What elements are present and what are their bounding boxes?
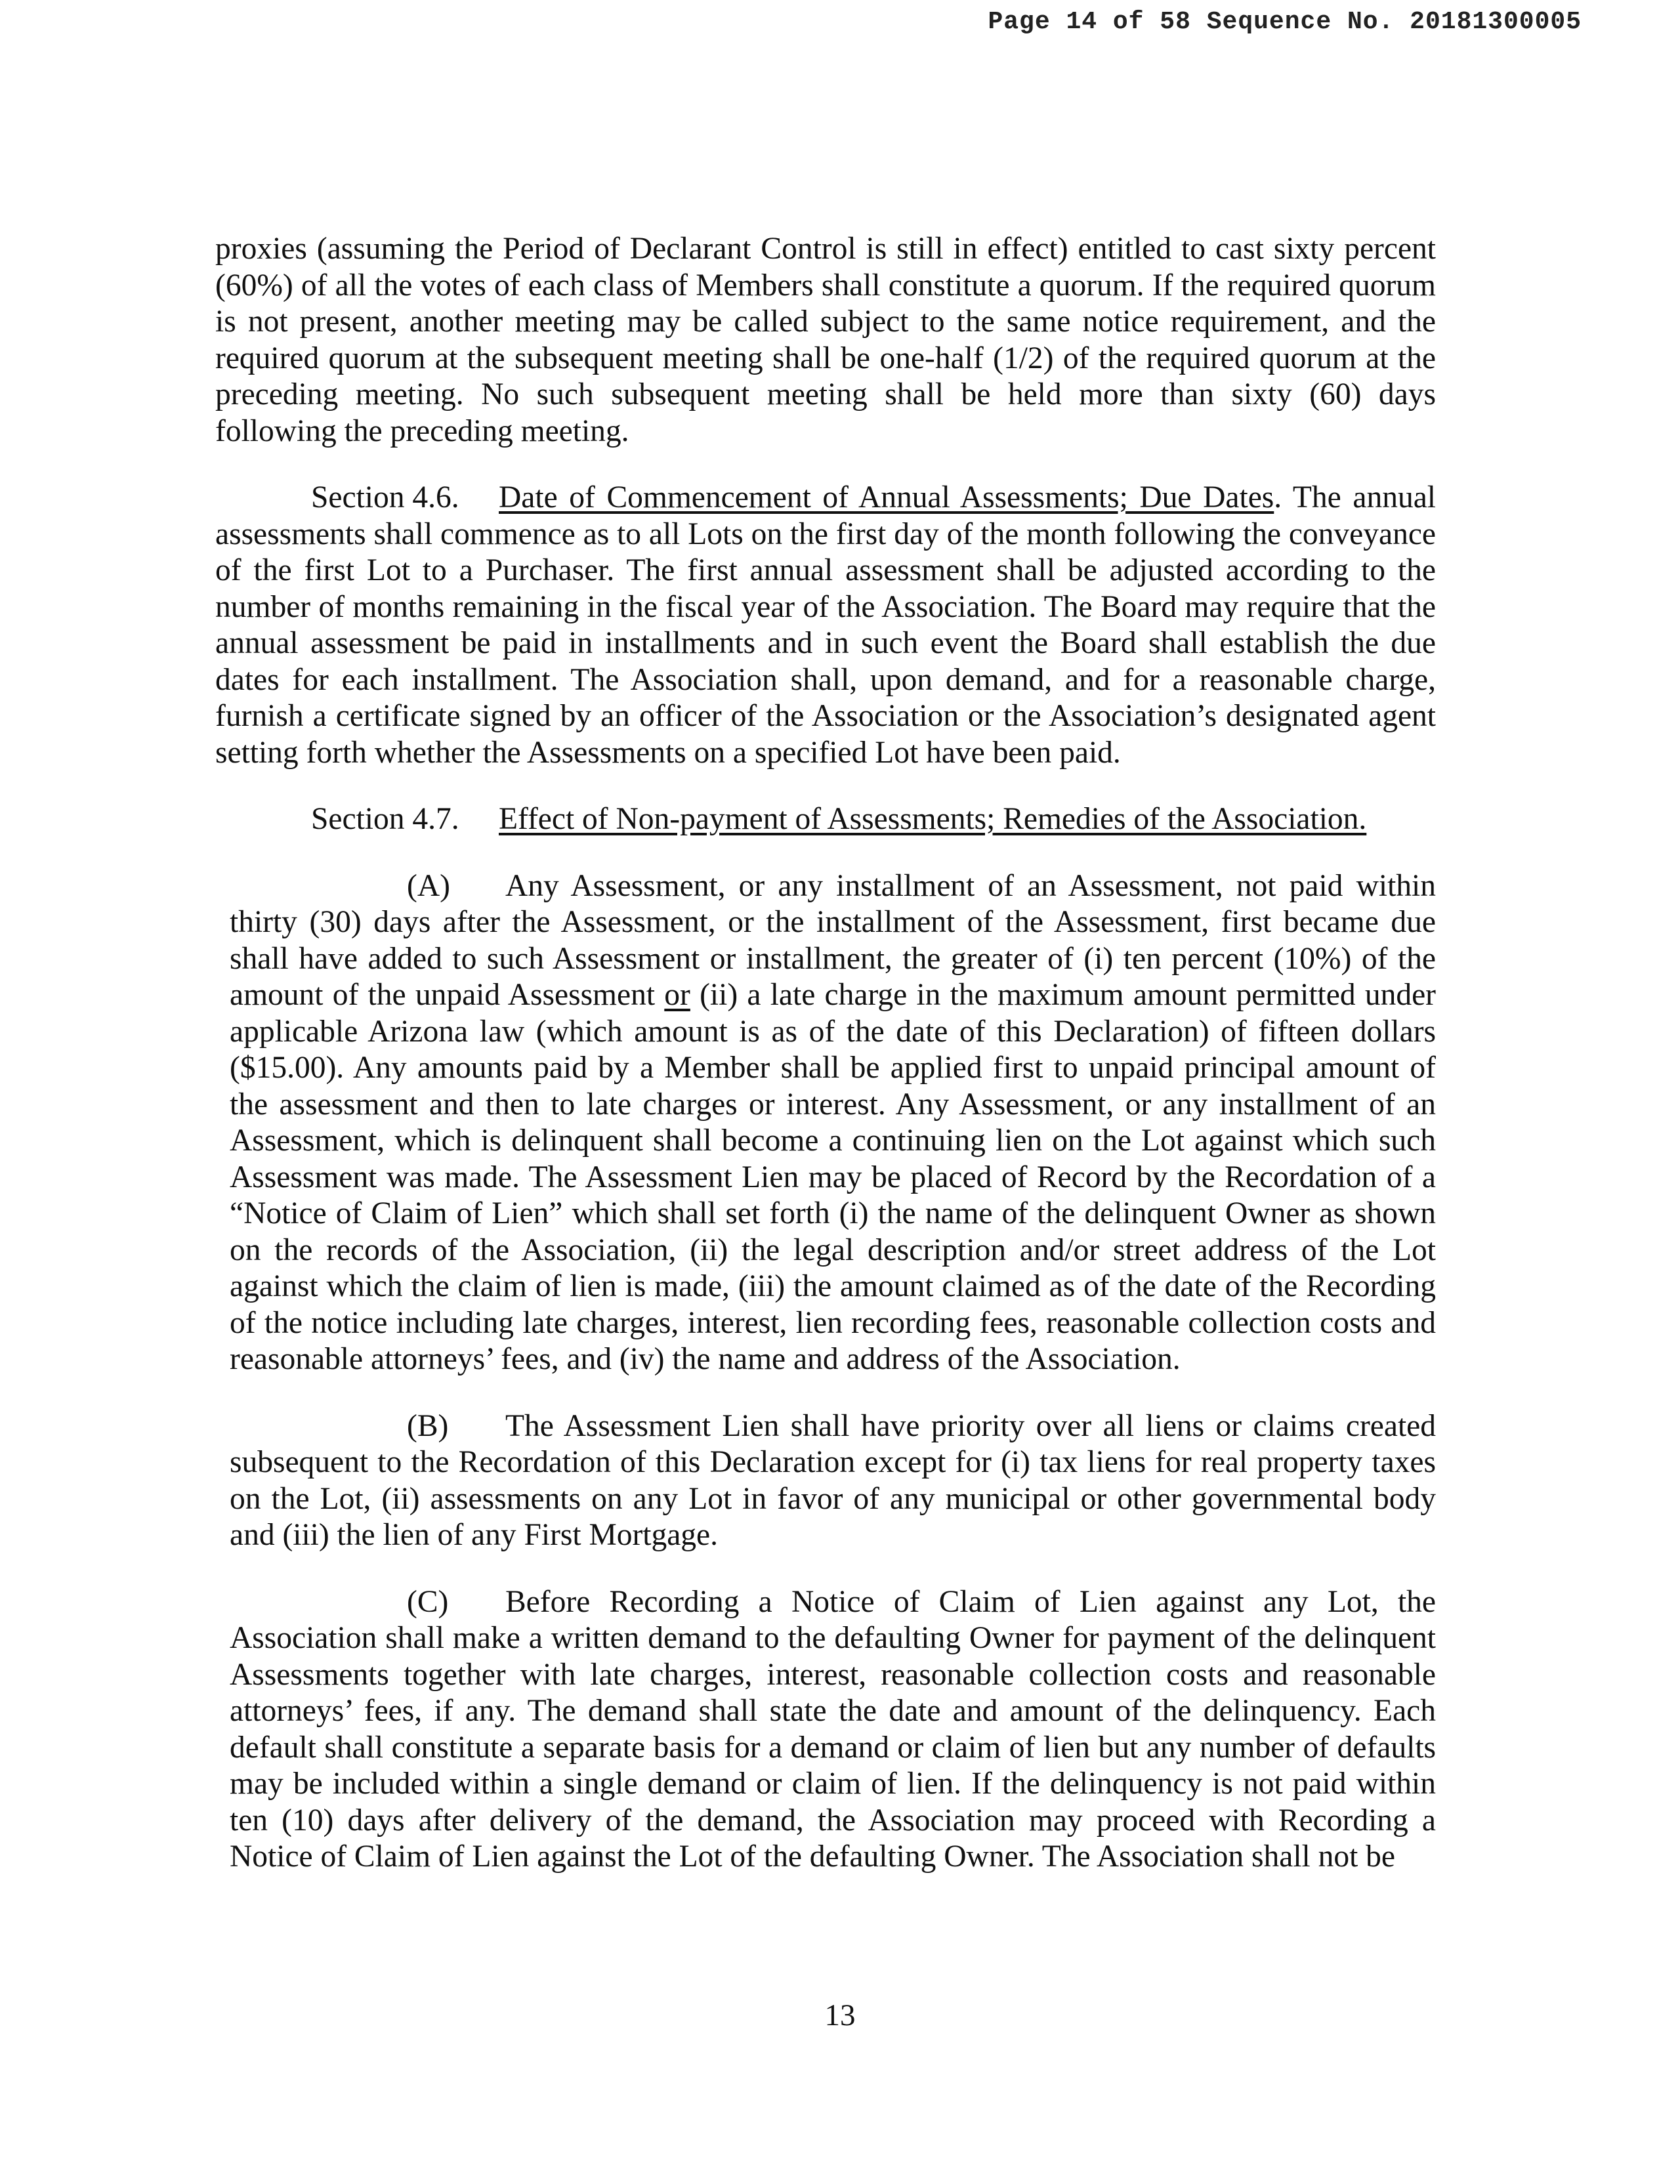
section-4-6-title: Date of Commencement of Annual Assessments; Due Dates — [499, 480, 1274, 514]
paragraph-gap — [215, 1378, 1436, 1408]
paragraph-gap — [215, 1554, 1436, 1584]
subparagraph-b — [215, 1408, 1436, 1554]
subparagraph-a — [215, 868, 1436, 1378]
section-4-7-title: Effect of Non-payment of Assessments; Remedies of the Association. — [499, 802, 1367, 836]
subparagraph-a-or: or — [664, 978, 690, 1012]
subparagraph-b-label: (B) — [407, 1408, 449, 1443]
paragraph-gap — [215, 838, 1436, 868]
paragraph-gap — [215, 450, 1436, 480]
section-4-6 — [215, 480, 1436, 771]
subparagraph-c-label: (C) — [407, 1584, 449, 1619]
subparagraph-c-text: Before Recording a Notice of Claim of Lien against any Lot, the Association shall make a written demand to the defaulting Owner for payment of the delinquent Assessments together with late charges, interest, reasonable collection costs and reasonable attorneys’ fees, if any. The demand shall state the date and amount of the delinquency. Each default shall constitute a separate basis for a demand or claim of lien but any number of defaults may be included within a single demand or claim of lien. If the delinquency is not paid within ten (10) days after delivery of the demand, the Association may proceed with Recording a Notice of Claim of Lien against the Lot of the defaulting Owner. The Association shall not be — [230, 1584, 1436, 1874]
section-4-7-number: Section 4.7. — [311, 802, 459, 836]
page-sequence-header: Page 14 of 58 Sequence No. 20181300005 — [988, 8, 1582, 36]
subparagraph-b-text: The Assessment Lien shall have priority over all liens or claims created subsequent to the Recordation of this Declaration except for (i) tax liens for real property taxes on the Lot, (ii) assessments on any Lot in favor of any municipal or other governmental body and (iii) the lien of any First Mortgage. — [230, 1408, 1436, 1552]
subparagraph-a-text-1: Any Assessment, or any installment of an Assessment, not paid within thirty (30) days after the Assessment, or the installment of the Assessment, first became due shall have added to such Assessment or installment, the greater of (i) ten percent (10%) of the amount of the unpaid Assessment — [230, 868, 1436, 1012]
subparagraph-c — [215, 1584, 1436, 1876]
section-4-6-body: . The annual assessments shall commence as to all Lots on the first day of the month following the conveyance of the first Lot to a Purchaser. The first annual assessment shall be adjusted according to the number of months remaining in the fiscal year of the Association. The Board may require that the annual assessment be paid in installments and in such event the Board shall establish the due dates for each installment. The Association shall, upon demand, and for a reasonable charge, furnish a certificate signed by an officer of the Association or the Association’s designated agent setting forth whether the Assessments on a specified Lot have been paid. — [215, 480, 1436, 770]
page-number: 13 — [824, 1998, 856, 2032]
paragraph-quorum-continuation: proxies (assuming the Period of Declarant Control is still in effect) entitled to cast sixty percent (60%) of all the votes of each class of Members shall constitute a quorum. If the required quorum is not present, another meeting may be called subject to the same notice requirement, and the required quorum at the subsequent meeting shall be one-half (1/2) of the required quorum at the preceding meeting. No such subsequent meeting shall be held more than sixty (60) days following the preceding meeting. — [215, 232, 1436, 448]
paragraph-gap — [215, 771, 1436, 801]
document-body — [215, 231, 1436, 1876]
section-4-6-number: Section 4.6. — [311, 480, 459, 514]
subparagraph-a-label: (A) — [407, 868, 450, 903]
subparagraph-a-text-2: (ii) a late charge in the maximum amount permitted under applicable Arizona law (which amount is as of the date of this Declaration) of fifteen dollars ($15.00). Any amounts paid by a Member shall be applied first to unpaid principal amount of the assessment and then to late charges or interest. Any Assessment, or any installment of an Assessment, which is delinquent shall become a continuing lien on the Lot against which such Assessment was made. The Assessment Lien may be placed of Record by the Recordation of a “Notice of Claim of Lien” which shall set forth (i) the name of the delinquent Owner as shown on the records of the Association, (ii) the legal description and/or street address of the Lot against which the claim of lien is made, (iii) the amount claimed as of the date of the Recording of the notice including late charges, interest, lien recording fees, reasonable collection costs and reasonable attorneys’ fees, and (iv) the name and address of the Association. — [230, 978, 1436, 1376]
section-4-7-heading — [215, 801, 1436, 838]
